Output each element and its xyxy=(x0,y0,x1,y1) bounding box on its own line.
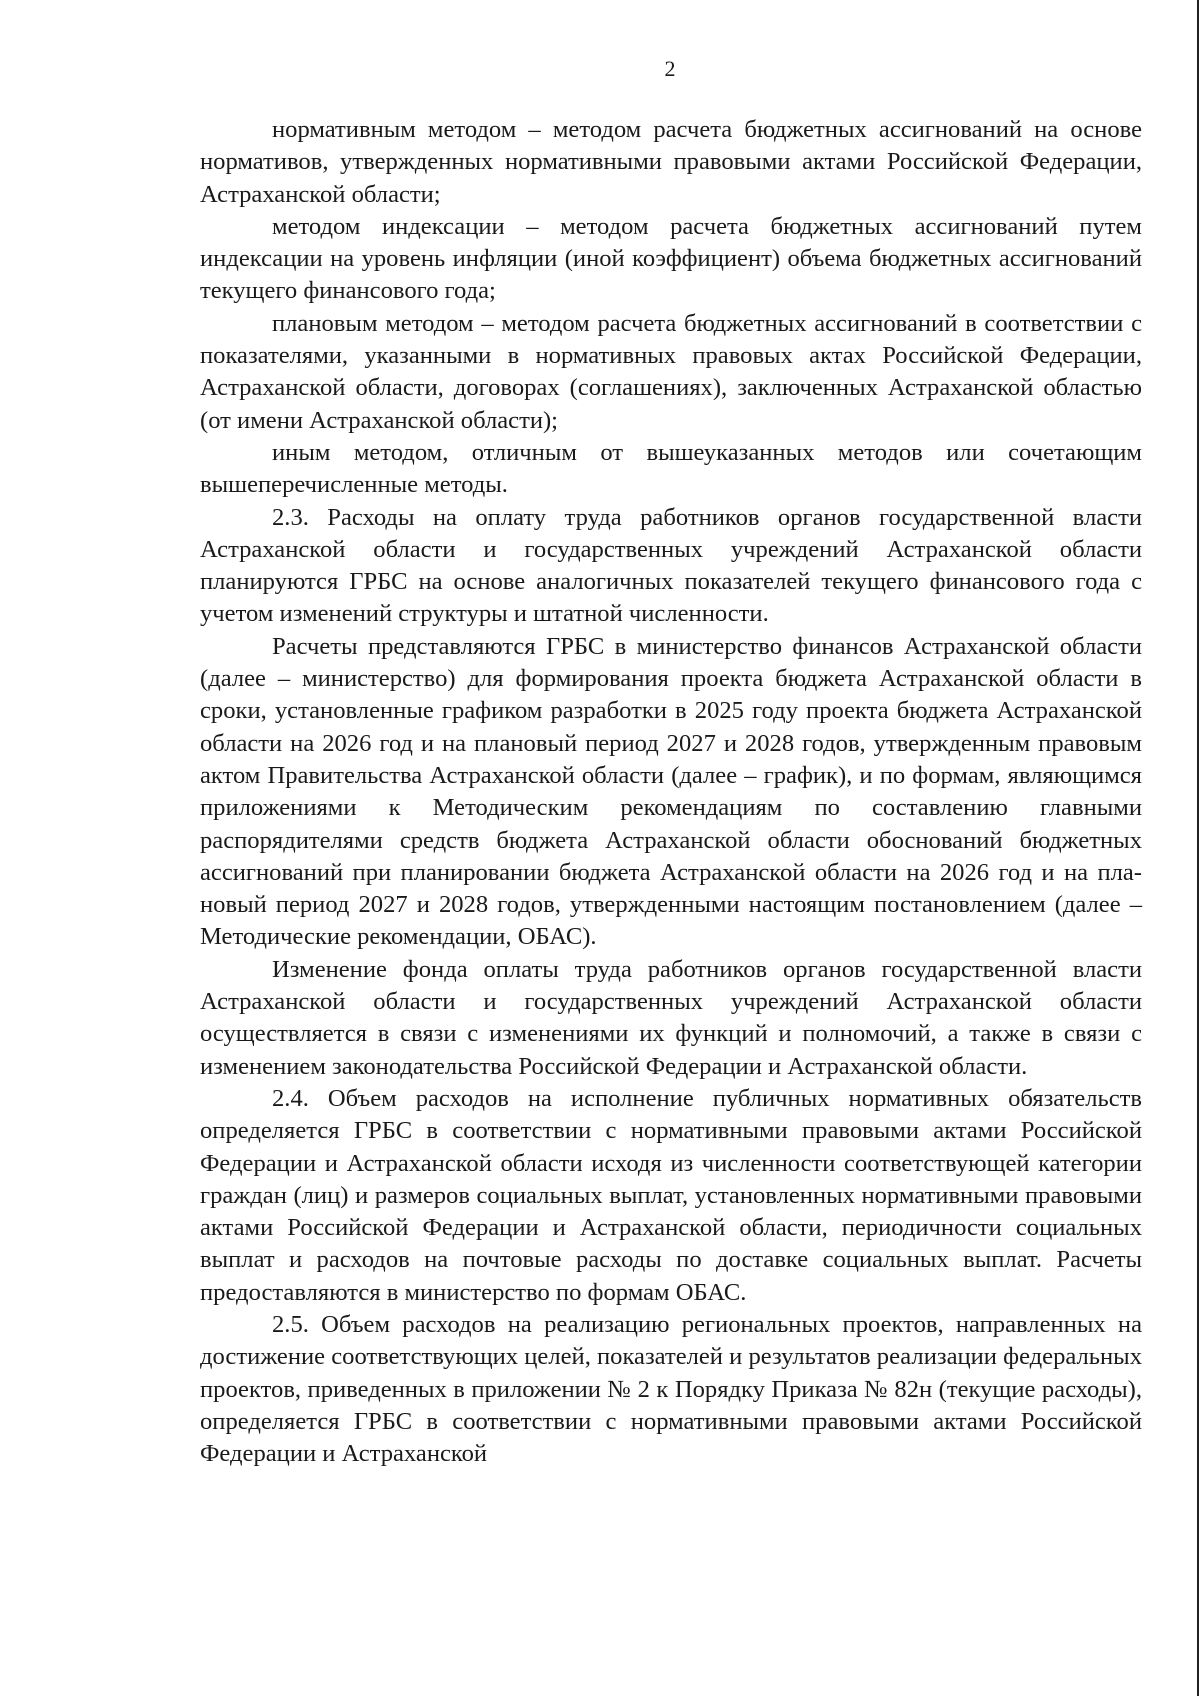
paragraph-other-method: иным методом, отличным от вышеуказанных методов или сочетающим вышеперечисленные методы. xyxy=(200,438,1142,499)
document-body xyxy=(200,114,1142,1470)
page-number: 2 xyxy=(664,56,676,81)
paragraph-payroll-change: Изменение фонда оплаты труда работников органов государственной власти Астраханской области и государственных учреждений Астраханской области осуществляется в связи с изменениями их функций и полномочий, а также в связи с изменением законодательства Российской Федерации и Астраханской области. xyxy=(200,955,1142,1080)
paragraph-calculations: Расчеты представляются ГРБС в министерство финансов Астраханской области (далее – министерство) для формирования проекта бюджета Астраханской области в сроки, установленные графиком разработки в 2025 году проекта бюджета Астраханской области на 2026 год и на плановый период 2027 и 2028 годов, утвержденным правовым актом Правительства Астраханской области (далее – график), и по формам, являющимся приложениями к Методическим рекомендациям по составлению главными распорядителями средств бюджета Астраханской области обоснований бюджетных ассигнований при планировании бюджета Астраханской области на 2026 год и на плановый период 2027 и 2028 годов, утвержденными настоящим постановлением (далее – Методические рекомендации, ОБАС). xyxy=(200,632,1142,951)
paragraph-section-2-4: 2.4. Объем расходов на исполнение публичных нормативных обязательств определяется ГРБС в соответствии с нормативными правовыми актами Российской Федерации и Астраханской области исходя из численности соответствующей категории граждан (лиц) и размеров социальных выплат, установленных нормативными правовыми актами Российской Федерации и Астраханской области, периодичности социальных выплат и расходов на почтовые расходы по доставке социальных выплат. Расчеты предоставляются в министерство по формам ОБАС. xyxy=(200,1084,1142,1306)
paragraph-section-2-3: 2.3. Расходы на оплату труда работников органов государственной власти Астраханской области и государственных учреждений Астраханской области планируются ГРБС на основе аналогичных показателей текущего финансового года с учетом изменений структуры и штатной численности. xyxy=(200,503,1142,628)
paragraph-planned-method: плановым методом – методом расчета бюджетных ассигнований в соответствии с показателями, указанными в нормативных правовых актах Российской Федерации, Астраханской области, договорах (соглашениях), заключенных Астраханской областью (от имени Астраханской области); xyxy=(200,309,1142,434)
paragraph-section-2-5: 2.5. Объем расходов на реализацию региональных проектов, направленных на достижение соответствующих целей, показателей и результатов реализации федеральных проектов, приведенных в приложении № 2 к Порядку Приказа № 82н (текущие расходы), определяется ГРБС в соответствии с нормативными правовыми актами Российской Федерации и Астраханской xyxy=(200,1310,1142,1468)
page-edge-border xyxy=(1197,0,1199,1696)
paragraph-normative-method: нормативным методом – методом расчета бюджетных ассигнований на основе нормативов, утвержденных нормативными правовыми актами Российской Федерации, Астраханской области; xyxy=(200,116,1142,208)
paragraph-indexation-method: методом индексации – методом расчета бюджетных ассигнований путем индексации на уровень инфляции (иной коэффициент) объема бюджетных ассигнований текущего финансового года; xyxy=(200,212,1142,305)
